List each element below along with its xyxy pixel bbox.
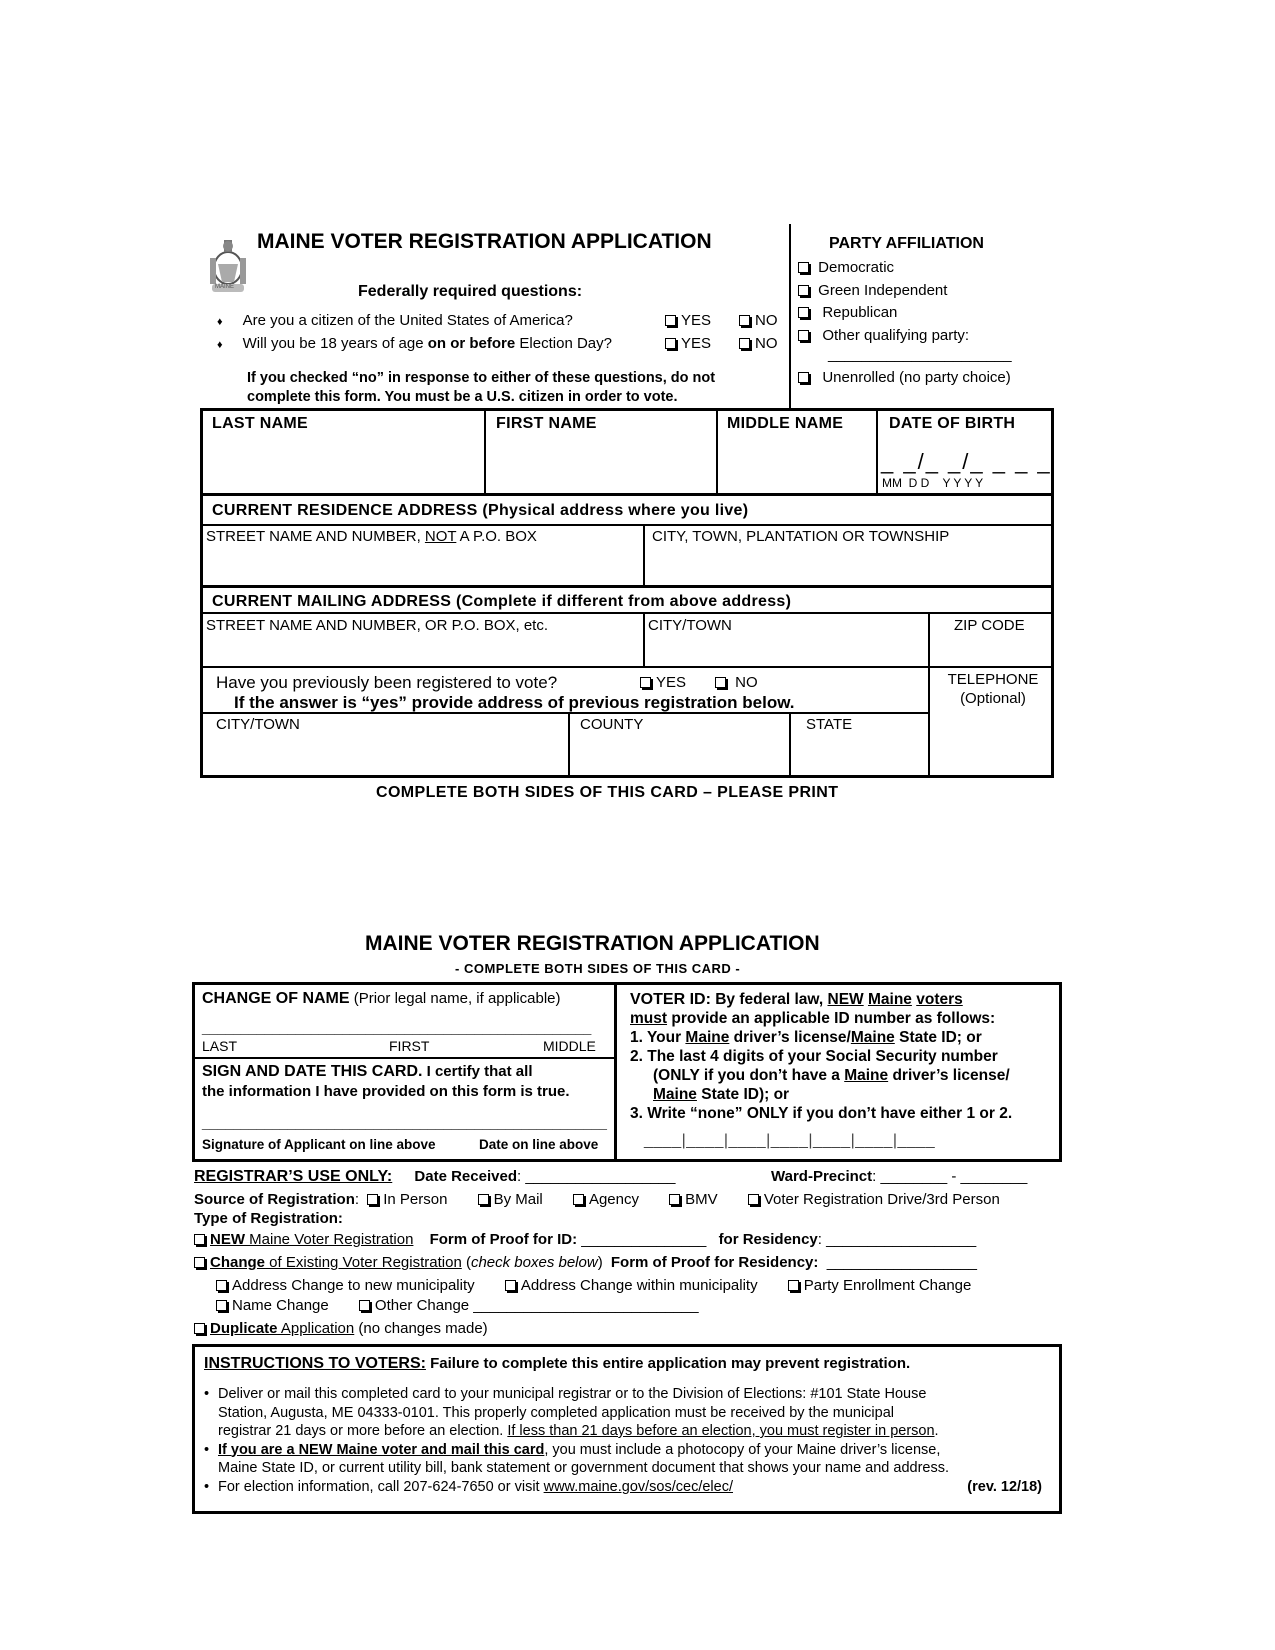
mailing-city-label: CITY/TOWN bbox=[648, 617, 732, 634]
age-yes[interactable]: YES bbox=[665, 335, 711, 352]
new-registration-option[interactable]: NEW Maine Voter Registration bbox=[194, 1231, 413, 1248]
checkbox-icon bbox=[788, 1280, 799, 1291]
source-row: Source of Registration: In Person By Mail Agency BMV Voter Registration Drive/3rd Person bbox=[194, 1191, 1000, 1208]
checkbox-icon bbox=[798, 307, 809, 318]
back-title: MAINE VOTER REGISTRATION APPLICATION bbox=[365, 932, 820, 955]
middle-name-label: MIDDLE NAME bbox=[727, 415, 844, 432]
change-options-row1 bbox=[216, 1277, 971, 1294]
checkbox-icon bbox=[798, 285, 809, 296]
new-registration-row: NEW Maine Voter Registration Form of Proof for ID: _______________ for Residency: __________________ bbox=[194, 1231, 976, 1248]
sign-statement: SIGN AND DATE THIS CARD. I certify that all the information I have provided on this form is true. bbox=[202, 1063, 570, 1100]
previous-registration-question: Have you previously been registered to vote? bbox=[216, 673, 558, 692]
checkbox-icon bbox=[359, 1300, 370, 1311]
change-of-name-line[interactable]: __________________________________________________ bbox=[202, 1019, 592, 1035]
first-name-label: FIRST NAME bbox=[496, 415, 597, 432]
checkbox-icon bbox=[216, 1280, 227, 1291]
prev-county-label: COUNTY bbox=[580, 716, 644, 733]
bullet-icon: • bbox=[204, 1441, 210, 1458]
type-of-registration: Type of Registration: bbox=[194, 1210, 343, 1227]
other-change[interactable]: Other Change ___________________________ bbox=[359, 1297, 699, 1314]
dob-format: MM D D Y Y Y Y bbox=[882, 476, 984, 490]
citizen-warning: If you checked “no” in response to either of these questions, do not complete this form. You must be a U.S. citizen in order to vote. bbox=[247, 370, 716, 405]
page-title: MAINE VOTER REGISTRATION APPLICATION bbox=[257, 230, 712, 253]
duplicate-row[interactable]: Duplicate Application (no changes made) bbox=[194, 1320, 488, 1337]
checkbox-icon bbox=[640, 677, 651, 688]
complete-both-sides: COMPLETE BOTH SIDES OF THIS CARD – PLEASE PRINT bbox=[376, 784, 839, 801]
source-agency[interactable]: Agency bbox=[573, 1191, 639, 1208]
change-of-name-label: CHANGE OF NAME (Prior legal name, if applicable) bbox=[202, 990, 561, 1007]
bullet-icon: • bbox=[204, 1478, 210, 1495]
checkbox-icon bbox=[505, 1280, 516, 1291]
con-first: FIRST bbox=[389, 1038, 430, 1054]
prev-state-label: STATE bbox=[806, 716, 853, 733]
checkbox-icon bbox=[669, 1194, 680, 1205]
age-no[interactable]: NO bbox=[739, 335, 778, 352]
mailing-title: CURRENT MAILING ADDRESS (Complete if different from above address) bbox=[212, 593, 792, 610]
revision: (rev. 12/18) bbox=[967, 1478, 1042, 1495]
source-bmv[interactable]: BMV bbox=[669, 1191, 718, 1208]
previous-yes[interactable]: YES bbox=[640, 674, 686, 691]
voter-id-text: VOTER ID: By federal law, NEW Maine voters must provide an applicable ID number as follows: 1. Your Maine driver’s license/Maine State ID; or 2. The last 4 digits of your Social Security number (ONLY if you don’t have a Maine driver’s license/ Maine State ID); or 3. Write “none” ONLY if you don’t have either 1 or 2. bbox=[630, 991, 1013, 1122]
checkbox-icon bbox=[798, 262, 809, 273]
telephone-label: TELEPHONE (Optional) bbox=[947, 671, 1039, 707]
previous-no[interactable]: NO bbox=[715, 674, 758, 691]
ward-precinct[interactable]: Ward-Precinct: ________ - ________ bbox=[771, 1168, 1028, 1185]
residence-city-label: CITY, TOWN, PLANTATION OR TOWNSHIP bbox=[652, 528, 950, 545]
name-change[interactable]: Name Change bbox=[216, 1297, 329, 1314]
party-republican[interactable]: Republican bbox=[798, 304, 897, 321]
source-by-mail[interactable]: By Mail bbox=[478, 1191, 543, 1208]
zip-label: ZIP CODE bbox=[954, 617, 1025, 634]
registrar-row: REGISTRAR’S USE ONLY: Date Received: __________________ bbox=[194, 1168, 676, 1185]
elections-link[interactable]: www.maine.gov/sos/cec/elec/ bbox=[543, 1478, 733, 1495]
residence-street-label: STREET NAME AND NUMBER, NOT A P.O. BOX bbox=[206, 528, 537, 545]
checkbox-icon bbox=[715, 677, 726, 688]
party-unenrolled[interactable]: Unenrolled (no party choice) bbox=[798, 369, 1011, 386]
change-registration-row: Change of Existing Voter Registration (check boxes below) Form of Proof for Residency: __________________ bbox=[194, 1254, 977, 1271]
mailing-street-label: STREET NAME AND NUMBER, OR P.O. BOX, etc. bbox=[206, 617, 549, 634]
source-in-person[interactable]: In Person bbox=[367, 1191, 447, 1208]
bullet-icon: • bbox=[204, 1386, 210, 1402]
con-middle: MIDDLE bbox=[543, 1038, 596, 1054]
date-caption: Date on line above bbox=[479, 1137, 599, 1152]
bullet: ♦ bbox=[217, 316, 223, 328]
residence-title: CURRENT RESIDENCE ADDRESS (Physical address where you live) bbox=[212, 502, 749, 519]
seal-label: MAINE bbox=[215, 284, 235, 290]
checkbox-icon bbox=[194, 1234, 205, 1245]
checkbox-icon bbox=[194, 1323, 205, 1334]
previous-note: If the answer is “yes” provide address of previous registration below. bbox=[234, 693, 795, 712]
question-citizen: ♦ Are you a citizen of the United States of America? bbox=[217, 312, 573, 329]
instructions-list: • Deliver or mail this completed card to your municipal registrar or to the Division of Elections: #101 State House Station, Augusta, ME 04333-0101. This properly completed application must be received by the municipal registrar 21 days or more before an election. If less than 21 days before an election, you must register in person. • If you are a NEW Maine voter and mail this card, you must include a photocopy of your Maine driver’s license, Maine State ID, or current utility bill, bank statement or government document that shows your name and address. • For election information, call 207-624-7650 or visit www.maine.gov/sos/cec/elec/ (rev. 12/18) bbox=[204, 1386, 1042, 1495]
bullet: ♦ bbox=[217, 339, 223, 351]
citizen-no[interactable]: NO bbox=[739, 312, 778, 329]
divider bbox=[789, 224, 791, 408]
signature-line[interactable]: ____________________________________________________ bbox=[202, 1114, 607, 1130]
checkbox-icon bbox=[739, 338, 750, 349]
checkbox-icon bbox=[478, 1194, 489, 1205]
back-subtitle: - COMPLETE BOTH SIDES OF THIS CARD - bbox=[455, 961, 741, 976]
checkbox-icon bbox=[665, 315, 676, 326]
checkbox-icon bbox=[798, 372, 809, 383]
checkbox-icon bbox=[665, 338, 676, 349]
party-green[interactable]: Green Independent bbox=[798, 282, 947, 299]
dob-label: DATE OF BIRTH bbox=[889, 415, 1016, 432]
party-other-blank[interactable]: ______________________ bbox=[828, 346, 1012, 363]
addr-change-new[interactable]: Address Change to new municipality bbox=[216, 1277, 475, 1294]
source-drive[interactable]: Voter Registration Drive/3rd Person bbox=[748, 1191, 1000, 1208]
checkbox-icon bbox=[573, 1194, 584, 1205]
citizen-yes[interactable]: YES bbox=[665, 312, 711, 329]
checkbox-icon bbox=[194, 1257, 205, 1268]
dob-field[interactable]: _ _/_ _/_ _ _ _ bbox=[881, 449, 1052, 474]
party-enrollment-change[interactable]: Party Enrollment Change bbox=[788, 1277, 972, 1294]
party-title: PARTY AFFILIATION bbox=[829, 235, 984, 252]
change-registration-option[interactable]: Change of Existing Voter Registration bbox=[194, 1254, 462, 1271]
con-last: LAST bbox=[202, 1038, 238, 1054]
federal-questions-title: Federally required questions: bbox=[358, 283, 583, 300]
addr-change-within[interactable]: Address Change within municipality bbox=[505, 1277, 758, 1294]
last-name-label: LAST NAME bbox=[212, 415, 309, 432]
id-number-boxes[interactable]: ____|____|____|____|____|____|____ bbox=[644, 1132, 936, 1149]
checkbox-icon bbox=[367, 1194, 378, 1205]
checkbox-icon bbox=[798, 330, 809, 341]
checkbox-icon bbox=[739, 315, 750, 326]
checkbox-icon bbox=[216, 1300, 227, 1311]
signature-caption: Signature of Applicant on line above bbox=[202, 1137, 436, 1152]
instructions-title: INSTRUCTIONS TO VOTERS: Failure to complete this entire application may prevent registration. bbox=[204, 1355, 911, 1372]
change-options-row2 bbox=[216, 1297, 699, 1314]
question-age: ♦ Will you be 18 years of age on or before Election Day? bbox=[217, 335, 612, 352]
party-democratic[interactable]: Democratic bbox=[798, 259, 894, 276]
checkbox-icon bbox=[748, 1194, 759, 1205]
party-other[interactable]: Other qualifying party: bbox=[798, 327, 969, 344]
prev-city-label: CITY/TOWN bbox=[216, 716, 300, 733]
